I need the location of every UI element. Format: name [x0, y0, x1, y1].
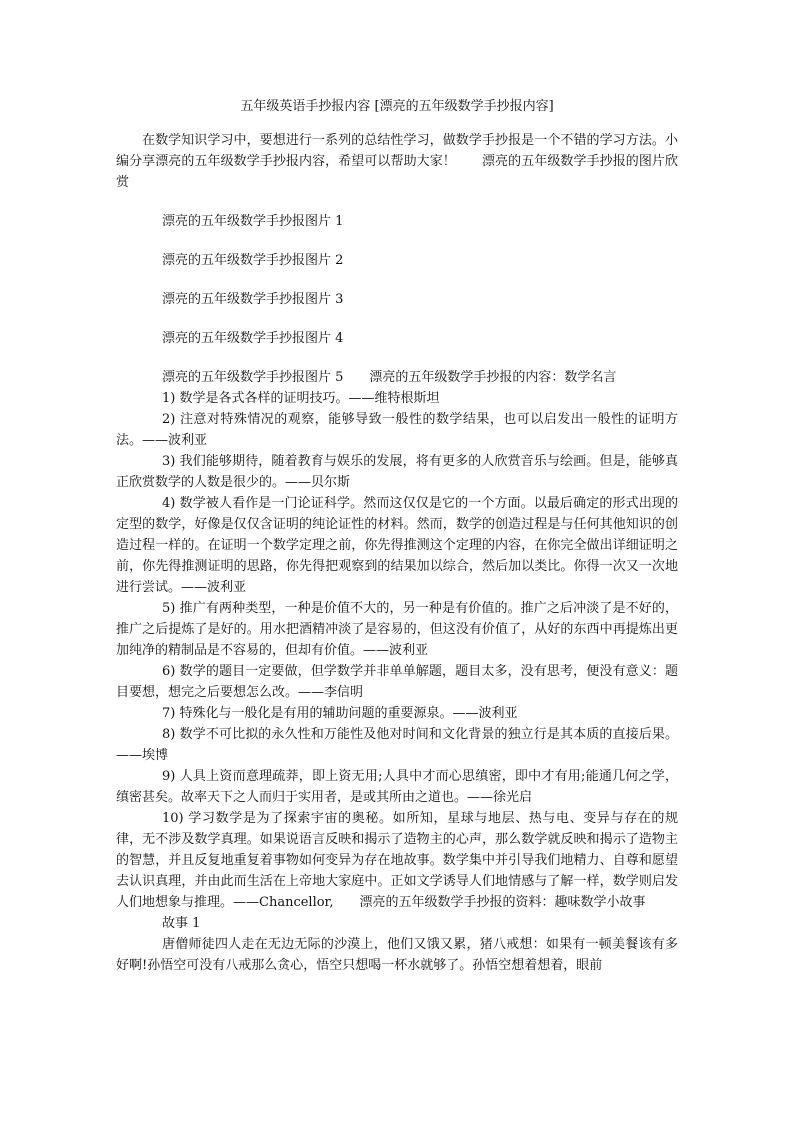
- quote-item: 6) 数学的题目一定要做，但学数学并非单单解题，题目太多，没有思考，便没有意义：题目要想，想完之后要想怎么改。——李信明: [116, 664, 678, 700]
- story-heading: 故事 1: [162, 916, 201, 931]
- document-page: [116, 96, 678, 976]
- quote-item: 10) 学习数学是为了探索宇宙的奥秘。如所知，星球与地层、热与电、变异与存在的规律，无不涉及数学真理。如果说语言反映和揭示了造物主的心声，那么数学就反映和揭示了造物主的智慧，并且反复地重复着事物如何变异为存在地故事。数学集中并引导我们地精力、自尊和愿望去认识真理，并由此而生活在上帝地大家庭中。正如文学诱导人们地情感与了解一样，数学则启发人们地想象与推理。——Chancellor, 漂亮的五年级数学手抄报的资料：趣味数学小故事: [116, 811, 678, 910]
- story-paragraph: 唐僧师徒四人走在无边无际的沙漠上，他们又饿又累，猪八戒想：如果有一顿美餐该有多好啊!孙悟空可没有八戒那么贪心，悟空只想喝一杯水就够了。孙悟空想着想着，眼前: [116, 937, 678, 973]
- quote-item: 7) 特殊化与一般化是有用的辅助问题的重要源泉。——波利亚: [162, 706, 518, 721]
- quote-item: 1) 数学是各式各样的证明技巧。——维特根斯坦: [162, 391, 440, 406]
- quote-item: 4) 数学被人看作是一门论证科学。然而这仅仅是它的一个方面。以最后确定的形式出现的定型的数学，好像是仅仅含证明的纯论证性的材料。然而，数学的创造过程是与任何其他知识的创造过程一样的。在证明一个数学定理之前，你先得推测这个定理的内容，在你完全做出详细证明之前，你先得推测证明的思路，你先得把观察到的结果加以综合，然后加以类比。你得一次又一次地进行尝试。——波利亚: [116, 496, 678, 595]
- picture-caption-5: 漂亮的五年级数学手抄报图片 5 漂亮的五年级数学手抄报的内容：数学名言: [162, 370, 617, 385]
- page-title: 五年级英语手抄报内容 [漂亮的五年级数学手抄报内容]: [240, 99, 554, 114]
- quote-item: 3) 我们能够期待，随着教育与娱乐的发展，将有更多的人欣赏音乐与绘画。但是，能够真正欣赏数学的人数是很少的。——贝尔斯: [116, 454, 678, 490]
- picture-caption-4: 漂亮的五年级数学手抄报图片 4: [162, 331, 344, 346]
- quote-item: 8) 数学不可比拟的永久性和万能性及他对时间和文化背景的独立行是其本质的直接后果。——埃博: [116, 727, 678, 763]
- quote-item: 5) 推广有两种类型，一种是价值不大的，另一种是有价值的。推广之后冲淡了是不好的，推广之后提炼了是好的。用水把酒精冲淡了是容易的，但这没有价值了，从好的东西中再提炼出更加纯净的精制品是不容易的，但却有价值。——波利亚: [116, 601, 678, 658]
- quote-item: 9) 人具上资而意理疏莽，即上资无用;人具中才而心思缜密，即中才有用;能通几何之学，缜密甚矣。故率天下之人而归于实用者，是或其所由之道也。——徐光启: [116, 769, 678, 805]
- quote-item: 2) 注意对特殊情况的观察，能够导致一般性的数学结果，也可以启发出一般性的证明方法。——波利亚: [116, 412, 678, 448]
- picture-caption-3: 漂亮的五年级数学手抄报图片 3: [162, 292, 344, 307]
- picture-caption-1: 漂亮的五年级数学手抄报图片 1: [162, 214, 344, 229]
- intro-paragraph: 在数学知识学习中，要想进行一系列的总结性学习，做数学手抄报是一个不错的学习方法。小编分享漂亮的五年级数学手抄报内容，希望可以帮助大家！ 漂亮的五年级数学手抄报的图片欣赏: [116, 133, 678, 190]
- picture-caption-2: 漂亮的五年级数学手抄报图片 2: [162, 253, 344, 268]
